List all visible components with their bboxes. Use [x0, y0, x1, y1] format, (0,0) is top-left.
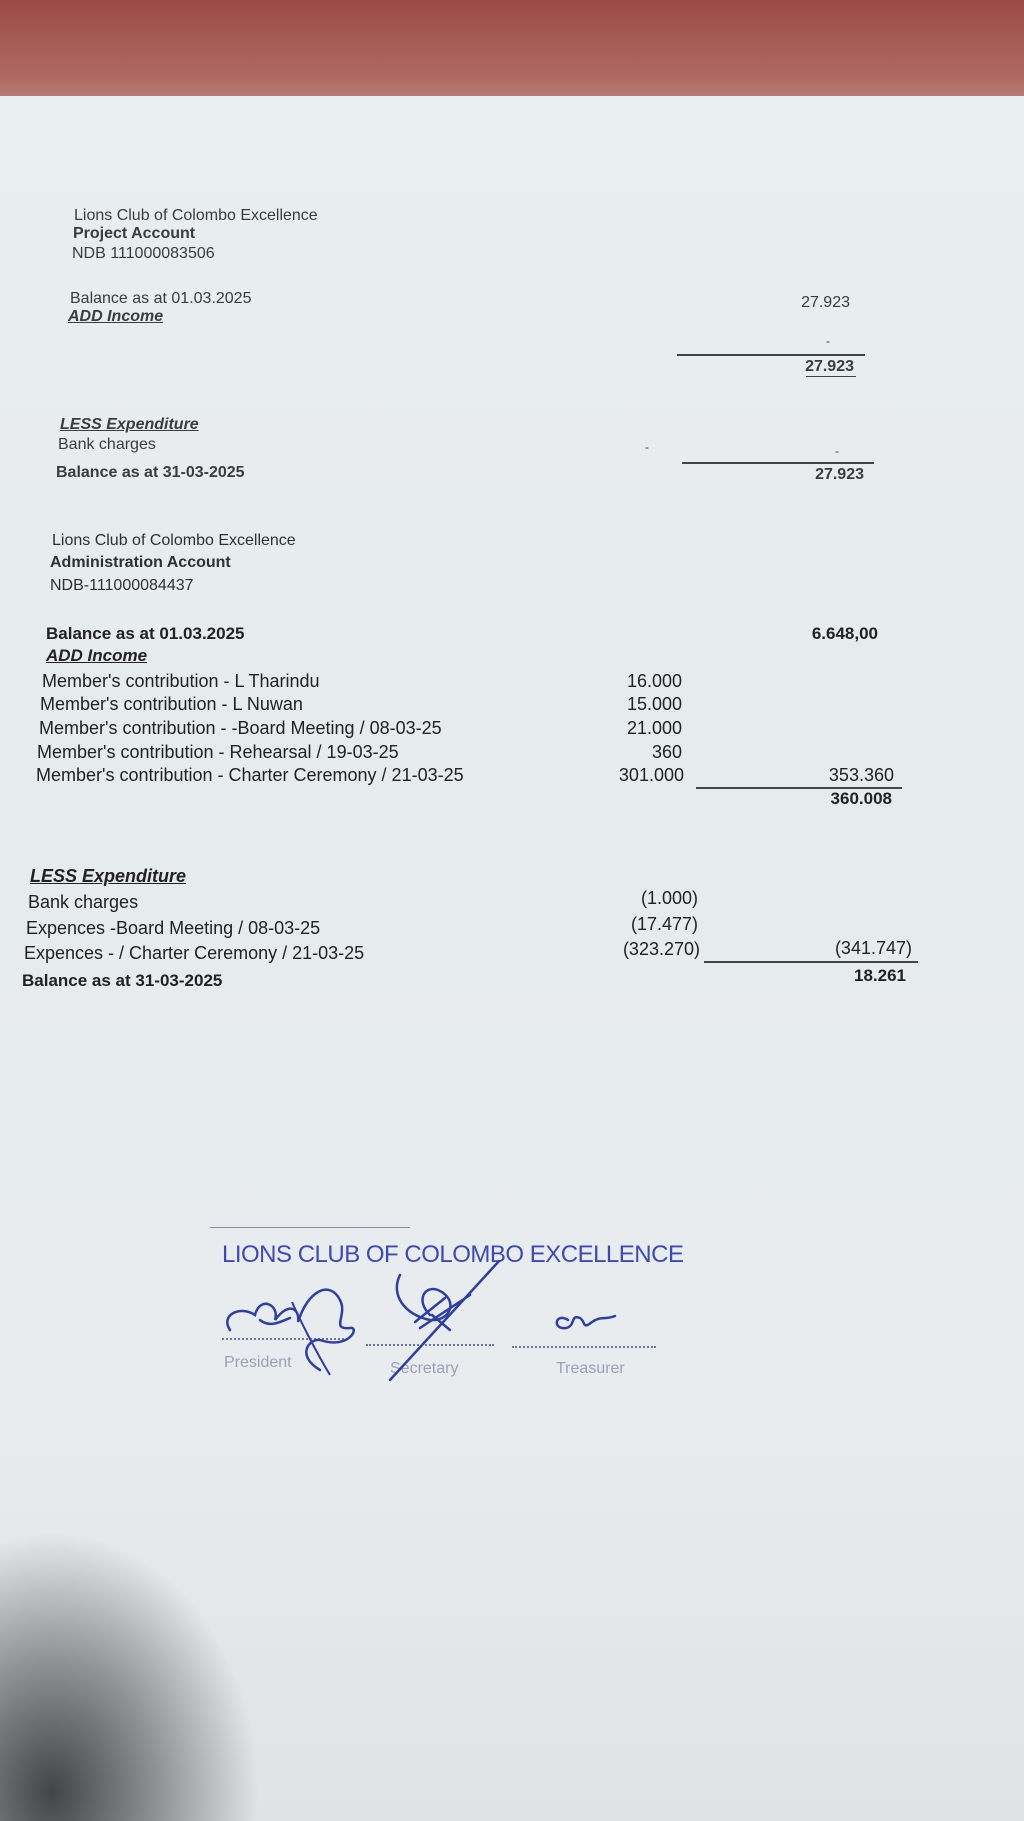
hand-shadow — [0, 1530, 260, 1821]
project-subtotal-underline — [806, 376, 856, 377]
admin-org: Lions Club of Colombo Excellence — [52, 532, 296, 549]
project-exp-dash: - — [835, 444, 839, 458]
admin-income-label-2: Member's contribution - -Board Meeting / 08-03-25 — [39, 718, 442, 738]
admin-opening-label: Balance as at 01.03.2025 — [46, 624, 245, 643]
admin-income-label-4: Member's contribution - Charter Ceremony / 21-03-25 — [36, 765, 464, 785]
admin-closing-label: Balance as at 31-03-2025 — [22, 971, 223, 990]
admin-income-amount-1: 15.000 — [626, 694, 682, 714]
admin-add-income: ADD Income — [46, 646, 148, 665]
admin-expense-label-2: Expences - / Charter Ceremony / 21-03-25 — [24, 943, 365, 963]
project-bank-charges: Bank charges — [58, 436, 156, 453]
treasurer-label: Treasurer — [556, 1360, 625, 1377]
project-income-rule — [677, 354, 865, 356]
handwritten-signatures — [200, 1260, 680, 1390]
admin-expense-amount-1: (17.477) — [630, 914, 698, 934]
admin-income-total: 353.360 — [828, 765, 894, 785]
project-opening-value: 27.923 — [801, 294, 850, 311]
admin-account-number: NDB-111000084437 — [50, 577, 194, 594]
project-bank-charges-dash: - — [645, 440, 649, 454]
admin-expense-rule — [704, 961, 918, 963]
admin-income-amount-0: 16.000 — [626, 671, 682, 691]
admin-account-title: Administration Account — [50, 554, 231, 571]
project-add-income: ADD Income — [68, 308, 164, 325]
project-account-number: NDB 111000083506 — [72, 245, 215, 262]
project-account-title: Project Account — [73, 225, 196, 242]
admin-expense-amount-0: (1.000) — [640, 888, 698, 908]
project-closing-label: Balance as at 31-03-2025 — [56, 464, 245, 481]
admin-income-label-3: Member's contribution - Rehearsal / 19-03-25 — [37, 742, 399, 762]
stamp-rule — [210, 1227, 410, 1228]
admin-income-amount-3: 360 — [651, 742, 682, 762]
admin-closing-value: 18.261 — [854, 966, 906, 985]
club-stamp: LIONS CLUB OF COLOMBO EXCELLENCE — [222, 1241, 684, 1268]
admin-income-amount-4: 301.000 — [618, 765, 684, 785]
secretary-label: Secretary — [390, 1360, 459, 1377]
project-subtotal: 27.923 — [805, 358, 854, 375]
project-exp-rule — [682, 462, 874, 464]
admin-subtotal: 360.008 — [830, 789, 892, 808]
admin-less-expenditure: LESS Expenditure — [30, 866, 187, 886]
admin-income-label-1: Member's contribution - L Nuwan — [40, 694, 303, 714]
admin-income-amount-2: 21.000 — [626, 718, 682, 738]
project-opening-label: Balance as at 01.03.2025 — [70, 290, 252, 307]
admin-expense-amount-2: (323.270) — [622, 939, 700, 959]
admin-opening-value: 6.648,00 — [811, 624, 878, 643]
president-label: President — [224, 1354, 292, 1371]
admin-expense-label-1: Expences -Board Meeting / 08-03-25 — [26, 918, 321, 938]
admin-expense-total: (341.747) — [834, 938, 912, 958]
admin-income-label-0: Member's contribution - L Tharindu — [42, 671, 320, 691]
admin-expense-label-0: Bank charges — [28, 892, 139, 912]
project-income-dash: - — [826, 334, 830, 348]
project-closing-value: 27.923 — [815, 466, 864, 483]
project-org: Lions Club of Colombo Excellence — [74, 207, 318, 224]
project-less-expenditure: LESS Expenditure — [60, 416, 199, 433]
